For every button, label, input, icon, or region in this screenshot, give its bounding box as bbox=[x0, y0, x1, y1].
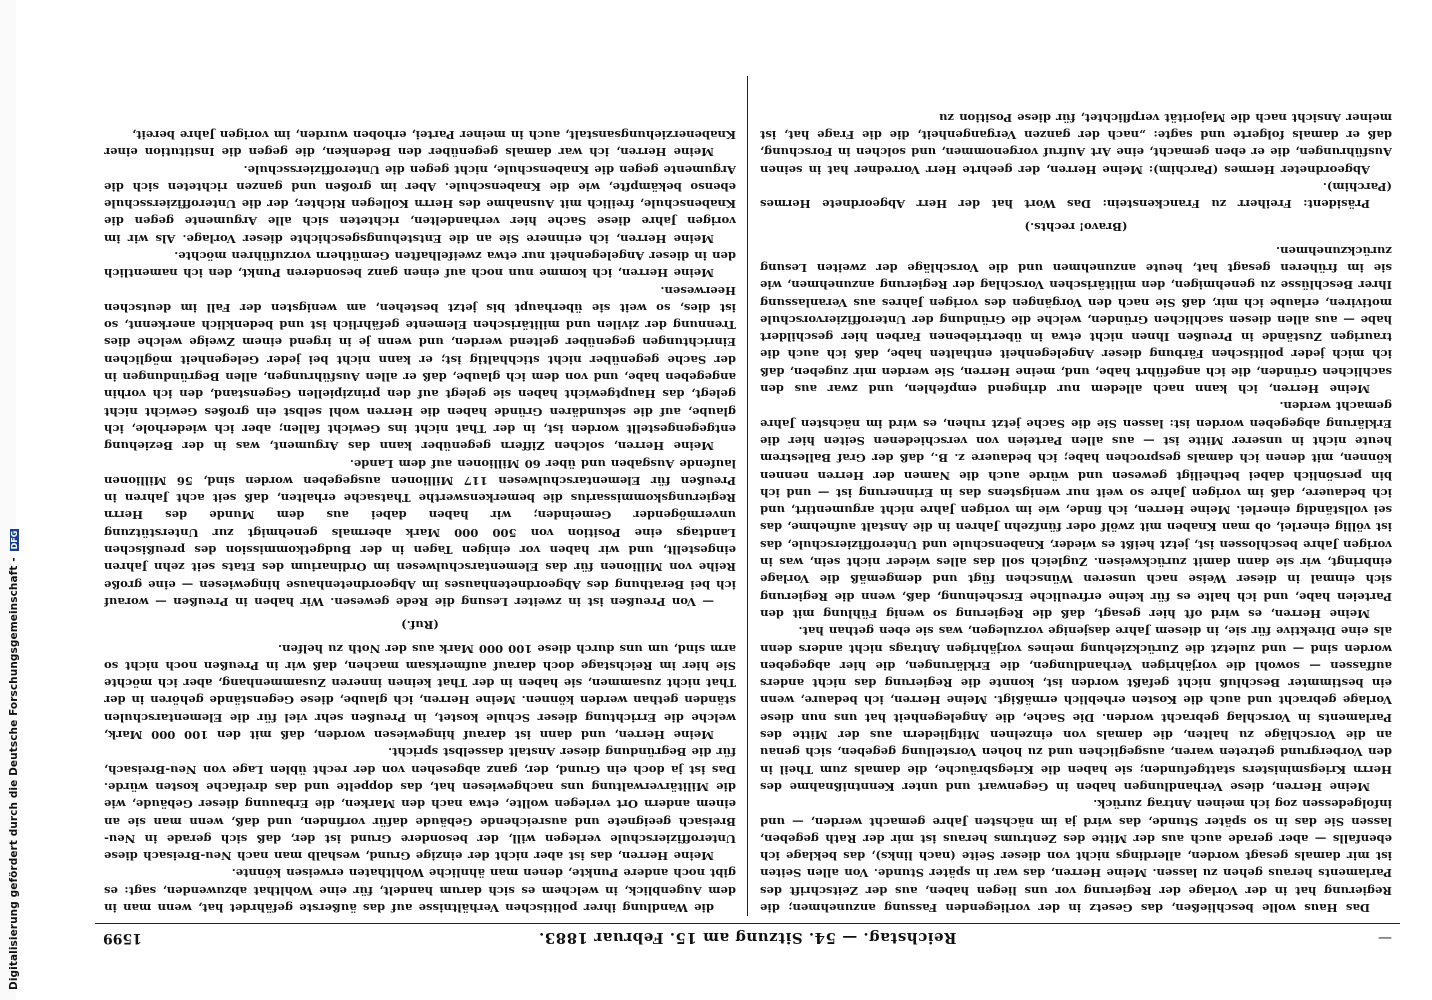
digitization-notice bbox=[8, 529, 20, 990]
printed-page-rotated-content bbox=[95, 70, 1400, 950]
paragraph: Meine Herren, ich komme nun noch auf einen ganz besonderen Punkt, den ich namentlich den in dieser Angelegenheit nur etwa zweifelhaften Gemüthern vorzuführen möchte. bbox=[104, 249, 736, 281]
paragraph: Präsident: Freiherr zu Franckenstein: Das Wort hat der Herr Abgeordnete Hermes (Parchim). bbox=[760, 179, 1392, 212]
paragraph: Meine Herren, ich kann nach alledem nur dringend empfehlen, und zwar aus den sachlichen Gründen, die ich angeführt habe, und, meine Herren, Sie werden mir zugeben, daß ich mich jeder politischen Färbung dieser Angelegenheit enthalten habe, daß ich auch die traurigen Zustände in Preußen Ihnen nicht etwa in übertriebenen Farben hier geschildert habe — aus allen diesen sachlichen Gründen, welche die Gründung der Unteroffiziervorschule motiviren, erlaube ich mir, daß Sie nach den Vorgängen des vorigen Jahres aus Veranlassung Ihrer Beschlüsse zu genehmigen, den militärischen Vorschlag der Regierung anzunehmen, wie sie im früheren gesagt hat, heute anzunehmen und die Vorschläge der zweiten Lesung zurückzunehmen. bbox=[760, 243, 1392, 397]
stage-direction: (Bravo! rechts.) bbox=[1024, 220, 1128, 235]
paragraph: Meine Herren, solchen Ziffern gegenüber kann das Argument, was in der Beziehung entgegengestellt worden ist, in der That nicht ins Gewicht fallen; aber ich wiederhole, ich glaube, auf die sekundären Gründe haben die Herren wohl selbst ein großes Gewicht nicht gelegt, das Hauptgewicht haben sie gelegt auf den prinzipiellen Gegenstand, den ich vorhin angegeben habe, und von dem ich glaube, daß er allen Ausführungen, allen Begründungen in der Sache gegenüber nicht stichhaltig ist; er kann nicht bei jeder Gelegenheit möglichen Einrichtungen gegenüber geltend werden, und wenn je in irgend einem Zweige welche dies Trennung der zivilen und militärischen Elemente gefährlich ist und bedenklich anerkennt, so ist dies, so weit sie überhaupt bis jetzt bestehen, am wenigsten der Fall im deutschen Heerwesen. bbox=[104, 283, 736, 454]
paragraph: — Von Preußen ist in zweiter Lesung die Rede gewesen. Wir haben in Preußen — worauf ich bei Berathung des Abgeordnetenhauses im Abgeordnetenhause hingewiesen — eine große Reihe von Millionen für das Elementarschulwesen im Ordinarium des Etats seit zehn Jahren eingestellt, und wir haben vor einigen Tagen in der Budgetkommission des preußischen Landtags eine Position von 500 000 Mark abermals genehmigt zur Unterstützung unvermögender Gemeinden; wir haben dabei aus dem Munde des Herrn Regierungskommissarius die bemerkenswerthe Thatsache erhalten, daß seit acht Jahren in Preußen für Elementarschulwesen 117 Millionen ausgegeben worden sind, 56 Millionen laufende Ausgaben und über 60 Millionen auf dem Lande. bbox=[104, 456, 736, 609]
digitization-notice-text: Digitalisierung gefördert durch die Deutsche Forschungsgemeinschaft - bbox=[8, 557, 20, 990]
paragraph: die Wandlung ihrer politischen Verhältnisse auf das äußerste gefährdet hat, wenn man in dem Augenblick, in welchem es sich darum handelt, für eine Wohlthat abzuwenden, sagt: es gibt noch andere Punkte, denen man ähnliche Wohlthaten erweisen könnte. bbox=[104, 866, 736, 915]
paragraph: Meine Herren, das ist aber nicht der einzige Grund, weshalb man nach Neu-Breisach diese Unteroffizierschule verlegen will, der besondere Grund ist der, daß sich gerade in Neu-Breisach geeignete und ausreichende Gebäude dafür vorfinden, und daß, wenn man sie an einem andern Ort verlegen wollte, etwa nach den Marken, die Erbauung dieser Gebäude, wie die Militärverwaltung uns nachgewiesen hat, das doppelte und das dreifache kosten würde. Das ist ja doch ein Grund, der, ganz abgesehen von der recht üblen Lage von Neu-Breisach, für die Begründung dieser Anstalt dasselbst spricht. bbox=[104, 745, 736, 864]
digitization-side-strip bbox=[0, 0, 20, 1000]
paragraph: Meine Herren, ich war damals gegenüber den Bedenken, die gegen die Institution einer Knabenerziehungsanstalt, auch in meiner Partei, erhoben wurden, im vorigen Jahre bereit, bbox=[104, 127, 736, 160]
dfg-logo-icon: DFG bbox=[9, 530, 19, 550]
paragraph: Das Haus wolle beschließen, das Gesetz in der vorliegenden Fassung anzunehmen; die Regierung hat in der Vorlage der Regierung vor uns liegen haben, aus der Zeitschrift des Parlaments heraus gehen zu lassen. Meine Herren, das war in später Stunde. Von allen Seiten ist mir damals gesagt worden, allerdings nicht von dieser Seite (nach links), das beklage ich ebenfalls — aber gerade auch aus der Mitte des Zentrums heraus ist mir der Rath gegeben, lassen Sie das in so später Stunde, das wird ja im nächsten Jahre gemacht werden, — und infolgedessen zog ich meinen Antrag zurück. bbox=[760, 797, 1392, 915]
paragraph: Meine Herren, ich erinnere Sie an die Entstehungsgeschichte dieser Vorlage. Als wir im vorigen Jahre diese Sache hier verhandelten, richteten sich alle Argumente gegen die Knabenschule, freilich mit Ausnahme des Herrn Kollegen Richter, der die Unteroffiziersschule ebenso bekämpfte, wie die Knabenschule. Aber im großen und ganzen richteten sich die Argumente gegen die Knabenschule, nicht gegen die Unteroffiziersschule. bbox=[104, 162, 736, 246]
header-rule-mark: — bbox=[1378, 930, 1392, 946]
printed-page bbox=[95, 70, 1400, 950]
stage-direction: (Ruf.) bbox=[401, 618, 439, 633]
paragraph: Meine Herren, diese Verhandlungen haben in Gegenwart und unter Kenntnißnahme des Herrn Kriegsministers stattgefunden; sie haben die Kriegsbräuche, die damals zum Theil in den Vorbergrund getreten waren, ausgeglichen und zu hohen Vorstellung gegeben, sich genau an die Vorschläge zu halten, die damals von einzelnen Mitgliedern aus der Mitte des Parlaments in Vorschlag gebracht worden. Die Sache, die Angelegenheit hat uns nun diese Vorlage gebracht und auch die Kosten erheblich ermäßigt. Meine Herren, ich bedaure, wenn ein bestimmter Beschluß nicht gefaßt worden ist, konnte die Regierung das nicht anders auffassen — sowohl die vorjährigen Verhandlungen, die Erklärungen, die hier abgegeben worden sind — und zuletzt die Zurückziehung meines vorjährigen Antrags nicht anders denn als eine Direktive für sie, in diesem Jahre dasjenige vorzulegen, was sie eben gethan hat. bbox=[760, 624, 1392, 794]
page-number: 1599 bbox=[103, 930, 142, 946]
text-column-right bbox=[104, 76, 736, 916]
text-column-left bbox=[760, 76, 1392, 916]
page-header bbox=[95, 923, 1400, 950]
page-title: Reichstag. — 54. Sitzung am 15. Februar 1883. bbox=[538, 929, 957, 947]
paragraph: Meine Herren, und dann ist darauf hingewiesen worden, daß mit den 100 000 Mark, welche die Errichtung dieser Schule kostet, in Preußen sehr viel für die Elementarschulen ständen gethan werden können. Meine Herren, ich glaube, diese Gegenstände gehören in der That nicht zusammen, sie haben in der That keinen inneren Zusammenhang, aber ich möchte Sie hier im Reichstage doch darauf aufmerksam machen, daß wir in Preußen noch nicht so arm sind, um uns durch diese 100 000 Mark aus der Noth zu helfen. bbox=[104, 641, 736, 743]
paragraph: Meine Herren, es wird oft hier gesagt, daß die Regierung so wenig Fühlung mit den Parteien habe, und ich halte es für keine erfreuliche Erscheinung, daß, wenn die Regierung sich einmal in dieser Weise nach unseren Wünschen fügt und demgemäß die Vorlage einbringt, wir sie dann damit zurückweisen. Zugleich soll das alles wieder nicht sein, was in vorigen Jahre beschlossen ist, jetzt heißt es wieder, Knabenschule und Unteroffizierschule, das ist völlig einerlei, ob man Knaben mit zwölf oder fünfzehn Jahren in die Anstalt aufnehme, das sei vollständig einerlei. Meine Herren, ich finde, wie im vorigen Jahre nicht argumentirt, und ich bedauere, daß im vorigen Jahre so weit nur wenigstens das in Erinnerung ist — und ich bin persönlich dabei betheiligt gewesen und würde auch die Namen der Herren nennen können, mit denen ich damals gesprochen habe; ich bedauere z. B., daß der Graf Ballestrem heute nicht in unserer Mitte ist — aus allen Parteien von verschiedenen Seiten hier die Erklärung abgegeben worden ist: lassen Sie die Sache jetzt ruhen, es wird im nächsten Jahre gemacht werden. bbox=[760, 399, 1392, 621]
paragraph: Abgeordneter Hermes (Parchim): Meine Herren, der geehrte Herr Vorredner hat in seinen Ausführungen, die er eben gemacht, eine Art Aufruf vorgenommen, und solchen in Forschung, daß er damals folgerte und sagte: „nach der ganzen Vergangenheit, die die Frage hat, ist meiner Ansicht nach die Majorität verpflichtet, für diese Position zu bbox=[760, 110, 1392, 177]
column-divider bbox=[747, 76, 748, 916]
